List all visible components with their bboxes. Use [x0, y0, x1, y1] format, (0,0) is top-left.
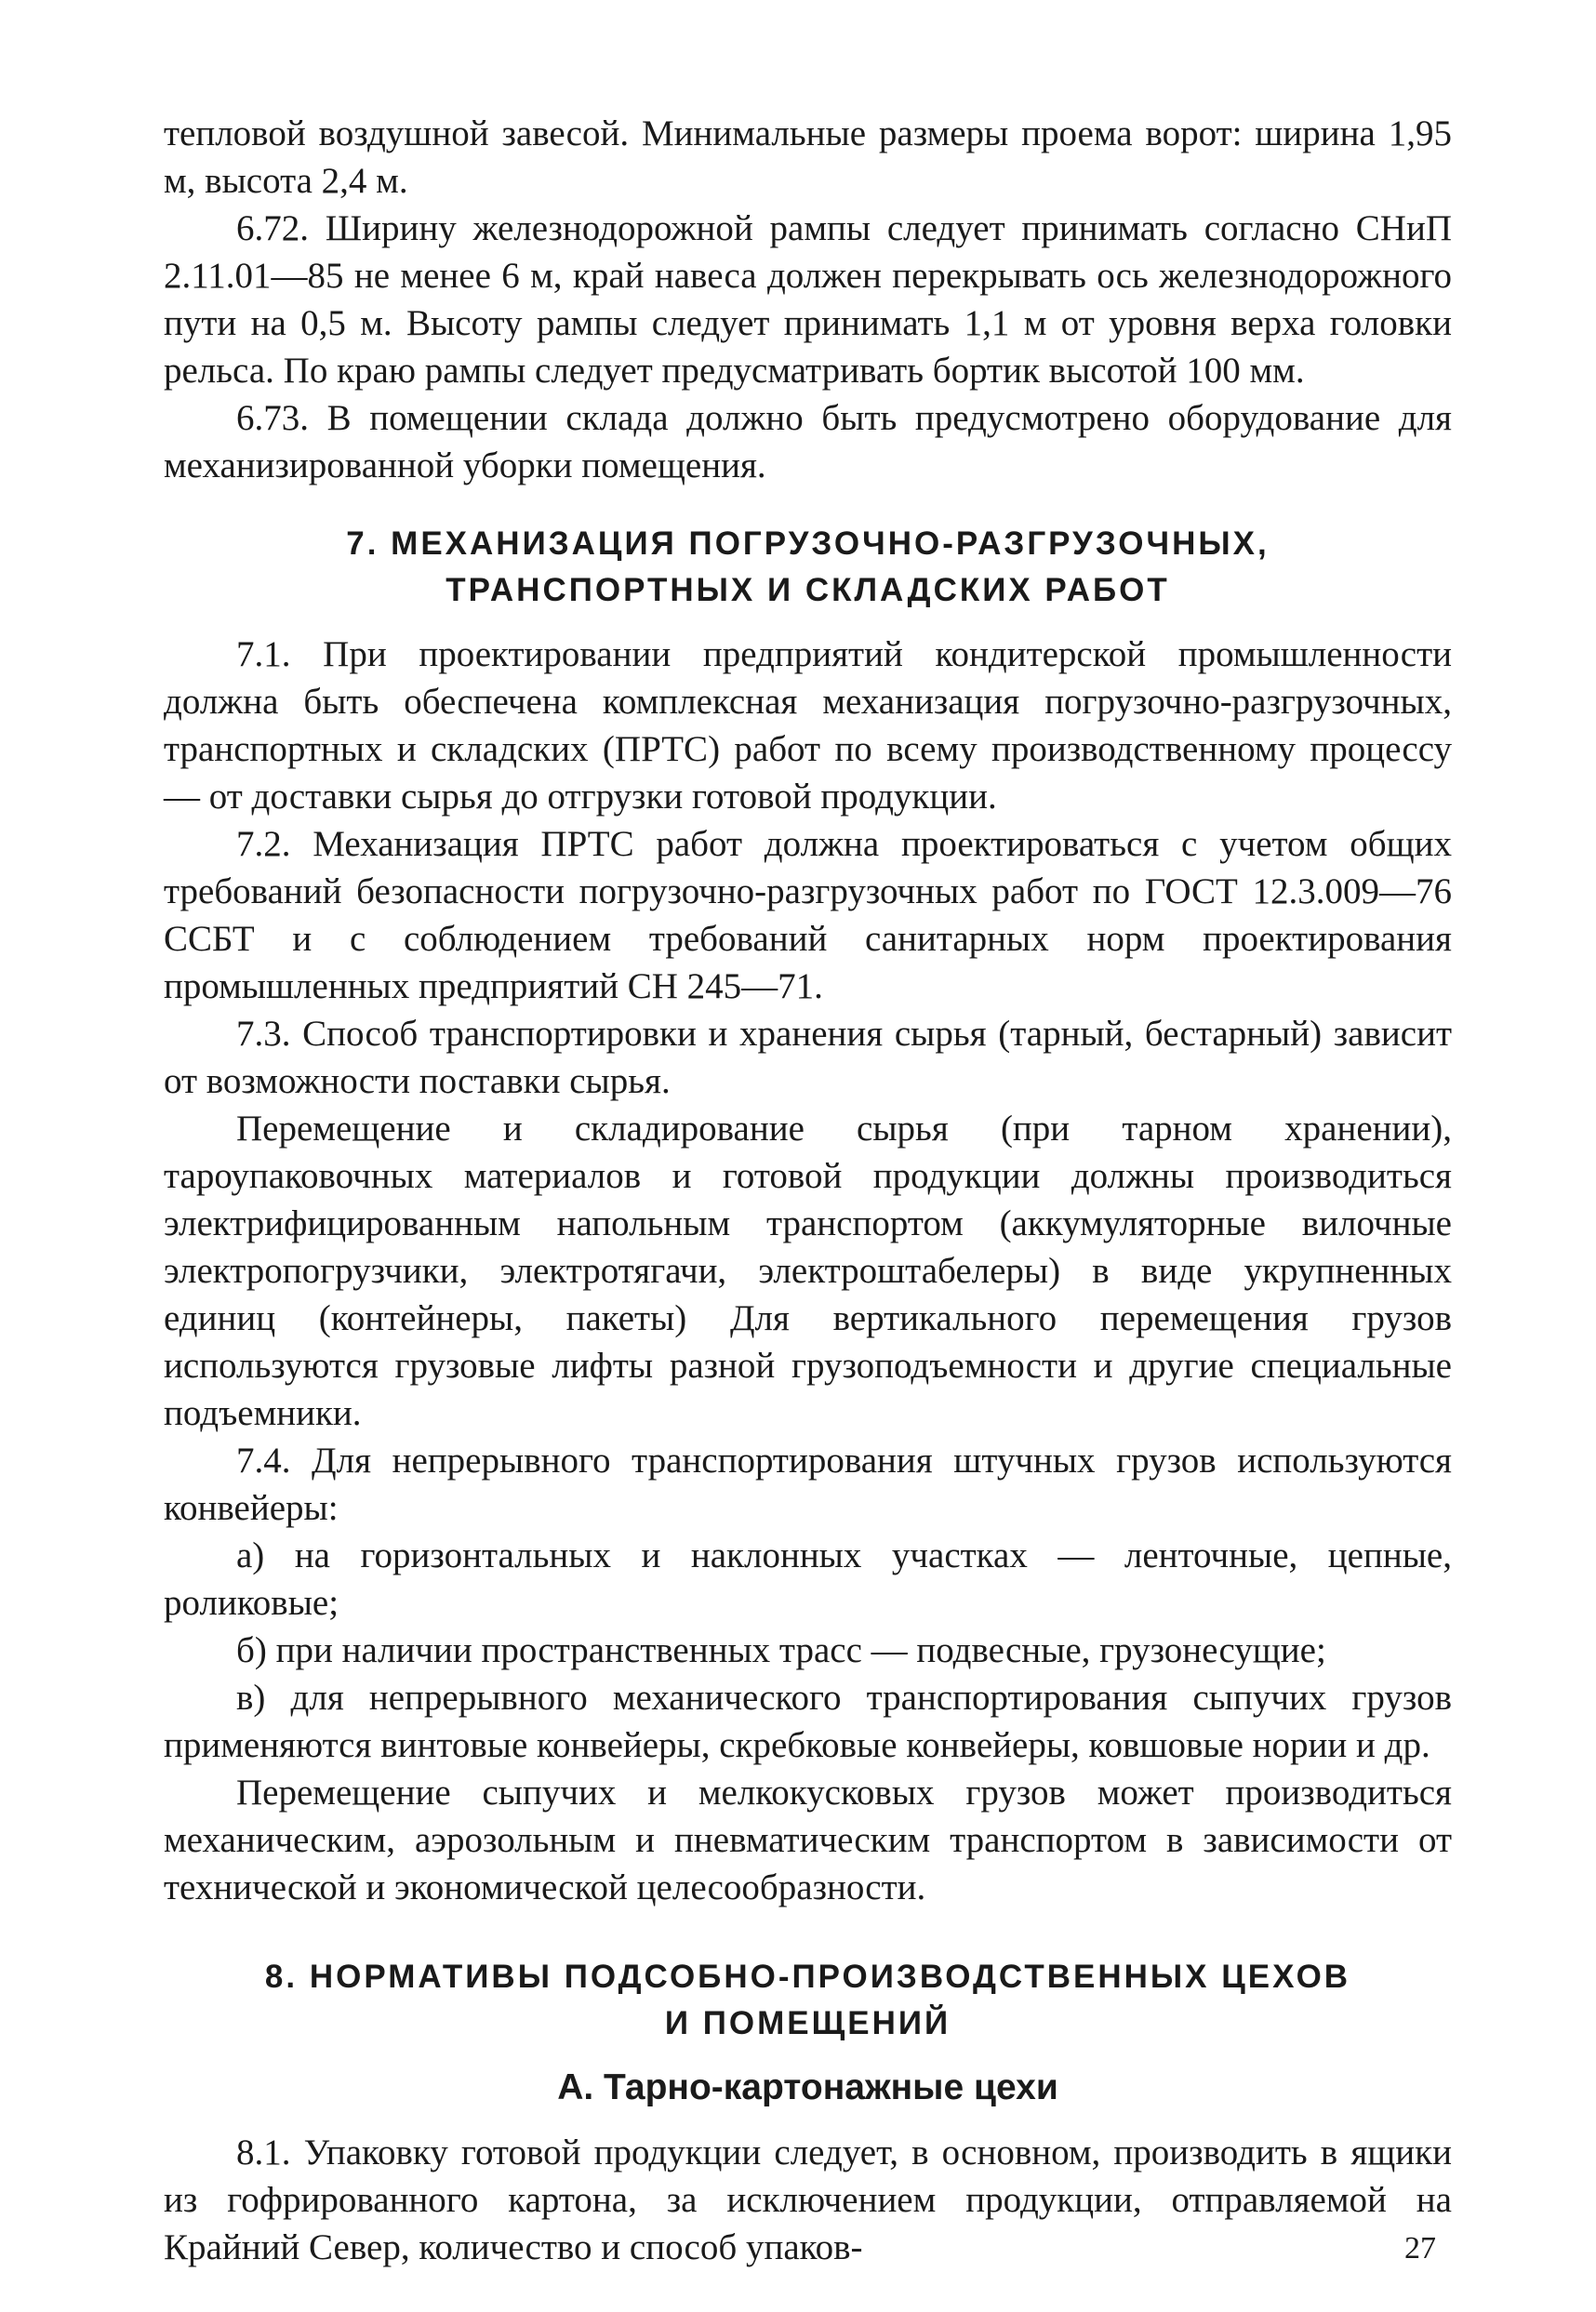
- paragraph-8-1: 8.1. Упаковку готовой продукции следует, в основном, производить в ящики из гофрированного картона, за исключением продукции, отправляемой на Крайний Север, количество и способ упаков-: [164, 2133, 1452, 2267]
- list-item-c: в) для непрерывного механического транспортирования сыпучих грузов применяются винтовые конвейеры, скребковые конвейеры, ковшовые нории и др.: [164, 1678, 1452, 1765]
- section-7-heading: [164, 521, 1452, 614]
- list-item-b: б) при наличии пространственных трасс — подвесные, грузонесущие;: [236, 1630, 1326, 1670]
- spacer: [164, 2112, 1452, 2129]
- paragraph-6-73: 6.73. В помещении склада должно быть предусмотрено оборудование для механизированной уборки помещения.: [164, 398, 1452, 485]
- paragraph-7-3: 7.3. Способ транспортировки и хранения сырья (тарный, бестарный) зависит от возможности поставки сырья.: [164, 1014, 1452, 1101]
- section-8-heading: [164, 1954, 1452, 2047]
- paragraph-7-2: 7.2. Механизация ПРТС работ должна проектироваться с учетом общих требований безопасности погрузочно-разгрузочных работ по ГОСТ 12.3.009—76 ССБТ и с соблюдением требований санитарных норм проектирования промышленных предприятий СН 245—71.: [164, 824, 1452, 1006]
- list-item-a: а) на горизонтальных и наклонных участках — ленточные, цепные, роликовые;: [164, 1535, 1452, 1623]
- spacer: [164, 489, 1452, 521]
- paragraph-7-1: 7.1. При проектировании предприятий кондитерской промышленности должна быть обеспечена комплексная механизация погрузочно-разгрузочных, транспортных и складских (ПРТС) работ по всему производственному процессу — от доставки сырья до отгрузки готовой продукции.: [164, 634, 1452, 817]
- continuation-paragraph: тепловой воздушной завесой. Минимальные размеры проема ворот: ширина 1,95 м, высота 2,4 м.: [164, 113, 1452, 201]
- subsection-a-title: А. Тарно-картонажные цехи: [557, 2067, 1058, 2107]
- spacer: [164, 1911, 1452, 1954]
- paragraph-6-72: 6.72. Ширину железнодорожной рампы следует принимать согласно СНиП 2.11.01—85 не менее 6 м, край навеса должен перекрывать ось железнодорожного пути на 0,5 м. Высоту рампы следует принимать 1,1 м от уровня верха головки рельса. По краю рампы следует предусматривать бортик высотой 100 мм.: [164, 208, 1452, 391]
- section-7-title-line-1: 7. МЕХАНИЗАЦИЯ ПОГРУЗОЧНО-РАЗГРУЗОЧНЫХ,: [346, 525, 1270, 562]
- section-8-title-line-2: И ПОМЕЩЕНИЙ: [664, 2005, 951, 2041]
- spacer: [164, 2047, 1452, 2064]
- section-7-title-line-2: ТРАНСПОРТНЫХ И СКЛАДСКИХ РАБОТ: [446, 572, 1170, 608]
- paragraph-7-4: 7.4. Для непрерывного транспортирования штучных грузов используются конвейеры:: [164, 1441, 1452, 1528]
- document-page: [164, 110, 1452, 2271]
- paragraph-7-3-continued: Перемещение и складирование сырья (при тарном хранении), тароупаковочных материалов и готовой продукции должны производиться электрифицированным напольным транспортом (аккумуляторные вилочные электропогрузчики, электротягачи, электроштабелеры) в виде укрупненных единиц (контейнеры, пакеты) Для вертикального перемещения грузов используются грузовые лифты разной грузоподъемности и другие специальные подъемники.: [164, 1109, 1452, 1433]
- page-number: 27: [1404, 2231, 1436, 2265]
- paragraph-7-4-continued: Перемещение сыпучих и мелкокусковых грузов может производиться механическим, аэрозольным и пневматическим транспортом в зависимости от технической и экономической целесообразности.: [164, 1773, 1452, 1907]
- spacer: [164, 614, 1452, 631]
- section-8-title-line-1: 8. НОРМАТИВЫ ПОДСОБНО-ПРОИЗВОДСТВЕННЫХ ЦЕХОВ: [264, 1959, 1351, 1995]
